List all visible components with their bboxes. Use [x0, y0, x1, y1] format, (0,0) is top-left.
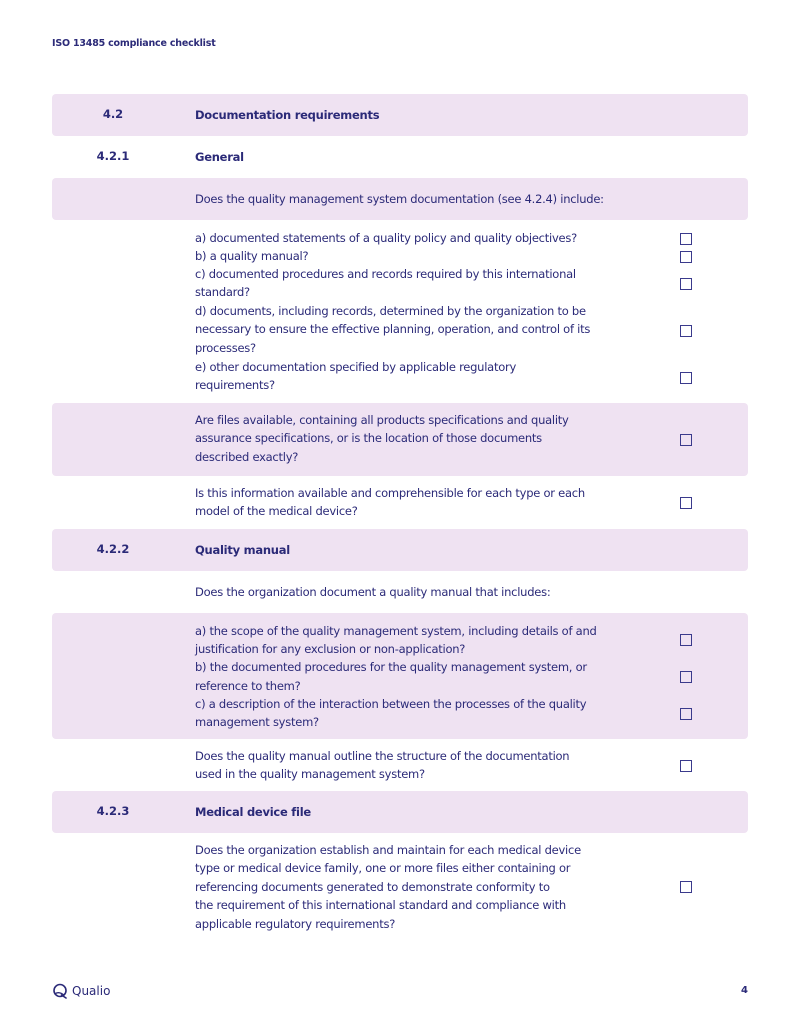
question-text: b) a quality manual?	[195, 249, 309, 263]
question-text: justification for any exclusion or non-application?	[195, 642, 466, 656]
question-text: e) other documentation specified by applicable regulatory	[195, 360, 517, 374]
checkbox[interactable]	[680, 251, 692, 263]
question-text: reference to them?	[195, 679, 301, 693]
question-text: Is this information available and comprehensible for each type or each	[195, 486, 585, 500]
question-text: type or medical device family, one or more files either containing or	[195, 861, 571, 875]
section-row-4-2-2	[52, 529, 748, 571]
checklist-table	[52, 94, 748, 941]
section-row-4-2-3	[52, 791, 748, 833]
question-text: assurance specifications, or is the location of those documents	[195, 431, 542, 445]
question-text: Are files available, containing all products specifications and quality	[195, 413, 569, 427]
checkbox[interactable]	[680, 434, 692, 446]
checkbox[interactable]	[680, 497, 692, 509]
question-text: standard?	[195, 285, 250, 299]
question-text: Does the quality manual outline the structure of the documentation	[195, 749, 570, 763]
brand-logo	[52, 983, 110, 999]
question-text: described exactly?	[195, 450, 299, 464]
question-row-documentation-list	[52, 220, 748, 403]
question-row-intro	[52, 178, 748, 220]
question-text: the requirement of this international standard and compliance with	[195, 898, 566, 912]
question-text: b) the documented procedures for the quality management system, or	[195, 660, 587, 674]
checkbox[interactable]	[680, 708, 692, 720]
brand-name: Qualio	[72, 984, 111, 998]
qualio-logo-icon	[52, 983, 68, 999]
question-row-quality-manual-list	[52, 613, 748, 739]
section-title: Documentation requirements	[195, 108, 380, 122]
question-text: Does the organization document a quality manual that includes:	[195, 585, 551, 599]
checkbox[interactable]	[680, 671, 692, 683]
question-text: management system?	[195, 715, 319, 729]
section-row-4-2	[52, 94, 748, 136]
question-text: Does the organization establish and maintain for each medical device	[195, 843, 581, 857]
checkbox[interactable]	[680, 372, 692, 384]
section-number: 4.2.2	[96, 542, 130, 556]
checkbox[interactable]	[680, 278, 692, 290]
question-row-outline	[52, 739, 748, 791]
checkbox[interactable]	[680, 233, 692, 245]
question-text: a) documented statements of a quality policy and quality objectives?	[195, 231, 577, 245]
section-number: 4.2	[102, 107, 124, 121]
section-number: 4.2.1	[96, 149, 130, 163]
question-row-files	[52, 403, 748, 476]
page-number: 4	[741, 985, 748, 996]
question-row-information	[52, 476, 748, 529]
section-row-4-2-1	[52, 136, 748, 178]
section-number: 4.2.3	[96, 804, 130, 818]
question-text: requirements?	[195, 378, 275, 392]
question-text: used in the quality management system?	[195, 767, 425, 781]
checkbox[interactable]	[680, 760, 692, 772]
question-row-medical-device-file	[52, 833, 748, 941]
question-text: d) documents, including records, determined by the organization to be	[195, 304, 586, 318]
question-text: c) a description of the interaction between the processes of the quality	[195, 697, 587, 711]
question-text: model of the medical device?	[195, 504, 358, 518]
question-text: necessary to ensure the effective planning, operation, and control of its	[195, 322, 591, 336]
question-text: Does the quality management system documentation (see 4.2.4) include:	[195, 192, 604, 206]
section-title: General	[195, 150, 244, 164]
checkbox[interactable]	[680, 634, 692, 646]
question-text: referencing documents generated to demonstrate conformity to	[195, 880, 550, 894]
question-text: applicable regulatory requirements?	[195, 917, 396, 931]
checkbox[interactable]	[680, 881, 692, 893]
question-text: a) the scope of the quality management system, including details of and	[195, 624, 597, 638]
section-title: Medical device file	[195, 805, 311, 819]
document-title: ISO 13485 compliance checklist	[52, 38, 216, 49]
section-title: Quality manual	[195, 543, 290, 557]
question-row-intro	[52, 571, 748, 613]
question-text: c) documented procedures and records required by this international	[195, 267, 576, 281]
question-text: processes?	[195, 341, 256, 355]
checkbox[interactable]	[680, 325, 692, 337]
